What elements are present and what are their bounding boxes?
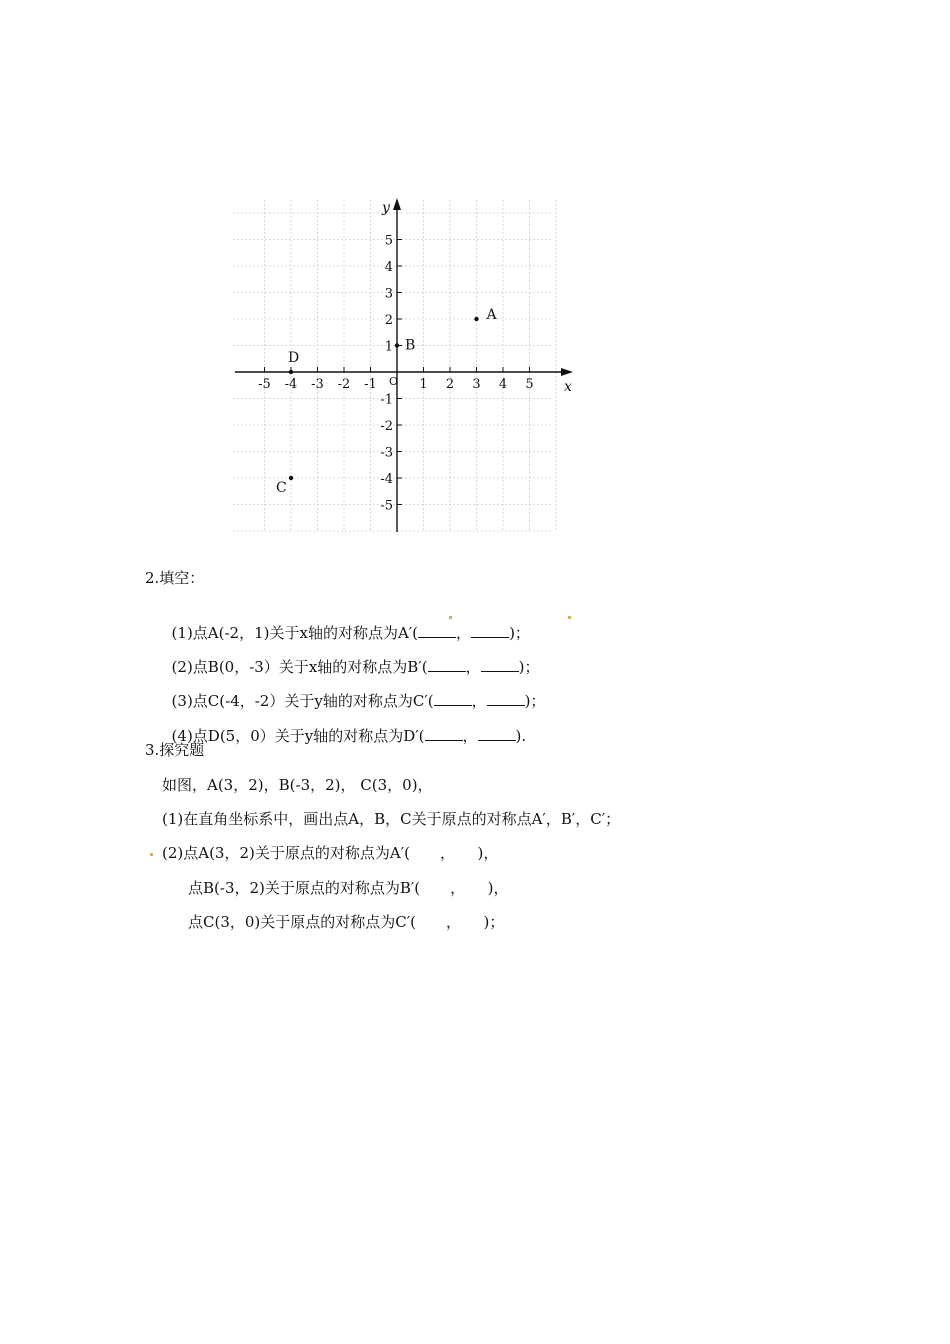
q2-item-1-comma: ， <box>456 624 472 642</box>
q2-title: 2.填空： <box>145 569 205 587</box>
x-axis-arrow <box>561 368 573 376</box>
answer-blank[interactable] <box>425 726 463 741</box>
coordinate-plane <box>225 192 585 537</box>
answer-blank[interactable] <box>418 623 456 638</box>
x-tick-label: 5 <box>525 377 534 392</box>
y-tick-label: -3 <box>380 445 393 461</box>
point-a <box>474 317 478 321</box>
q3-part-2a: (2)点A(3，2)关于原点的对称点为A′( ， )， <box>162 844 499 862</box>
point-c-label: C <box>276 480 287 496</box>
q2-item-2-end: )； <box>518 658 540 676</box>
q3-part-2c: 点C(3，0)关于原点的对称点为C′( ， )； <box>188 913 505 931</box>
q3-part-2b: 点B(-3，2)关于原点的对称点为B′( ， )， <box>188 879 509 897</box>
q2-item-3-text: (3)点C(-4，-2）关于y轴的对称点为C′( <box>171 692 434 710</box>
x-tick-label: -4 <box>284 377 298 392</box>
answer-blank[interactable] <box>428 657 466 672</box>
answer-blank[interactable] <box>434 691 472 706</box>
q2-item-4-text: (4)点D(5，0）关于y轴的对称点为D′( <box>171 727 425 745</box>
y-tick-label: 5 <box>384 233 393 249</box>
q2-item-4-comma: ， <box>462 727 478 745</box>
q2-item-1-end: )； <box>509 624 530 642</box>
answer-blank[interactable] <box>478 726 516 741</box>
q3-intro: 如图，A(3，2)，B(-3，2)， C(3，0)， <box>162 776 433 794</box>
y-tick-label: 2 <box>384 313 393 328</box>
x-tick-label: -3 <box>311 377 324 392</box>
y-tick-label: -1 <box>380 392 393 408</box>
q2-item-1-text: (1)点A(-2，1)关于x轴的对称点为A′( <box>171 624 419 642</box>
q2-item-3-end: )； <box>524 692 546 710</box>
x-tick-label: 2 <box>445 377 455 392</box>
q2-item-4-end: ). <box>515 727 527 745</box>
scan-speck <box>568 616 571 619</box>
x-tick-label: -5 <box>258 377 271 392</box>
y-axis-arrow <box>393 198 401 210</box>
x-tick-label: 4 <box>498 377 508 392</box>
x-tick-label: 3 <box>472 377 481 392</box>
origin-label: O <box>389 375 399 388</box>
x-axis-label: x <box>564 379 572 395</box>
q3-title: 3.探究题 <box>145 741 205 759</box>
y-tick-label: -2 <box>380 419 393 434</box>
q2-item-2-comma: ， <box>465 658 481 676</box>
y-tick-label: 4 <box>384 260 393 275</box>
q2-item-2-text: (2)点B(0，-3）关于x轴的对称点为B′( <box>171 658 428 676</box>
q2-item-3 <box>162 671 545 711</box>
x-tick-label: -2 <box>337 377 351 392</box>
point-b-label: B <box>405 337 416 354</box>
y-tick-label: 3 <box>384 286 393 302</box>
y-tick-label: -4 <box>380 472 393 487</box>
answer-blank[interactable] <box>487 691 525 706</box>
point-d <box>289 370 293 374</box>
x-tick-label: 1 <box>419 377 428 392</box>
q2-item-3-comma: ， <box>471 692 487 710</box>
point-b <box>395 343 399 347</box>
y-axis-label: y <box>382 200 390 216</box>
point-c <box>289 476 293 480</box>
q2-item-4 <box>162 706 526 746</box>
q3-part-1: (1)在直角坐标系中，画出点A，B，C关于原点的对称点A′，B′，C′； <box>162 810 621 828</box>
scan-speck <box>150 853 153 856</box>
point-a-label: A <box>486 307 497 323</box>
y-tick-label: -5 <box>380 498 393 514</box>
x-tick-label: -1 <box>364 377 377 392</box>
answer-blank[interactable] <box>471 623 509 638</box>
answer-blank[interactable] <box>481 657 519 672</box>
y-tick-label: 1 <box>384 339 393 355</box>
scan-speck <box>449 616 452 619</box>
point-d-label: D <box>288 350 300 366</box>
